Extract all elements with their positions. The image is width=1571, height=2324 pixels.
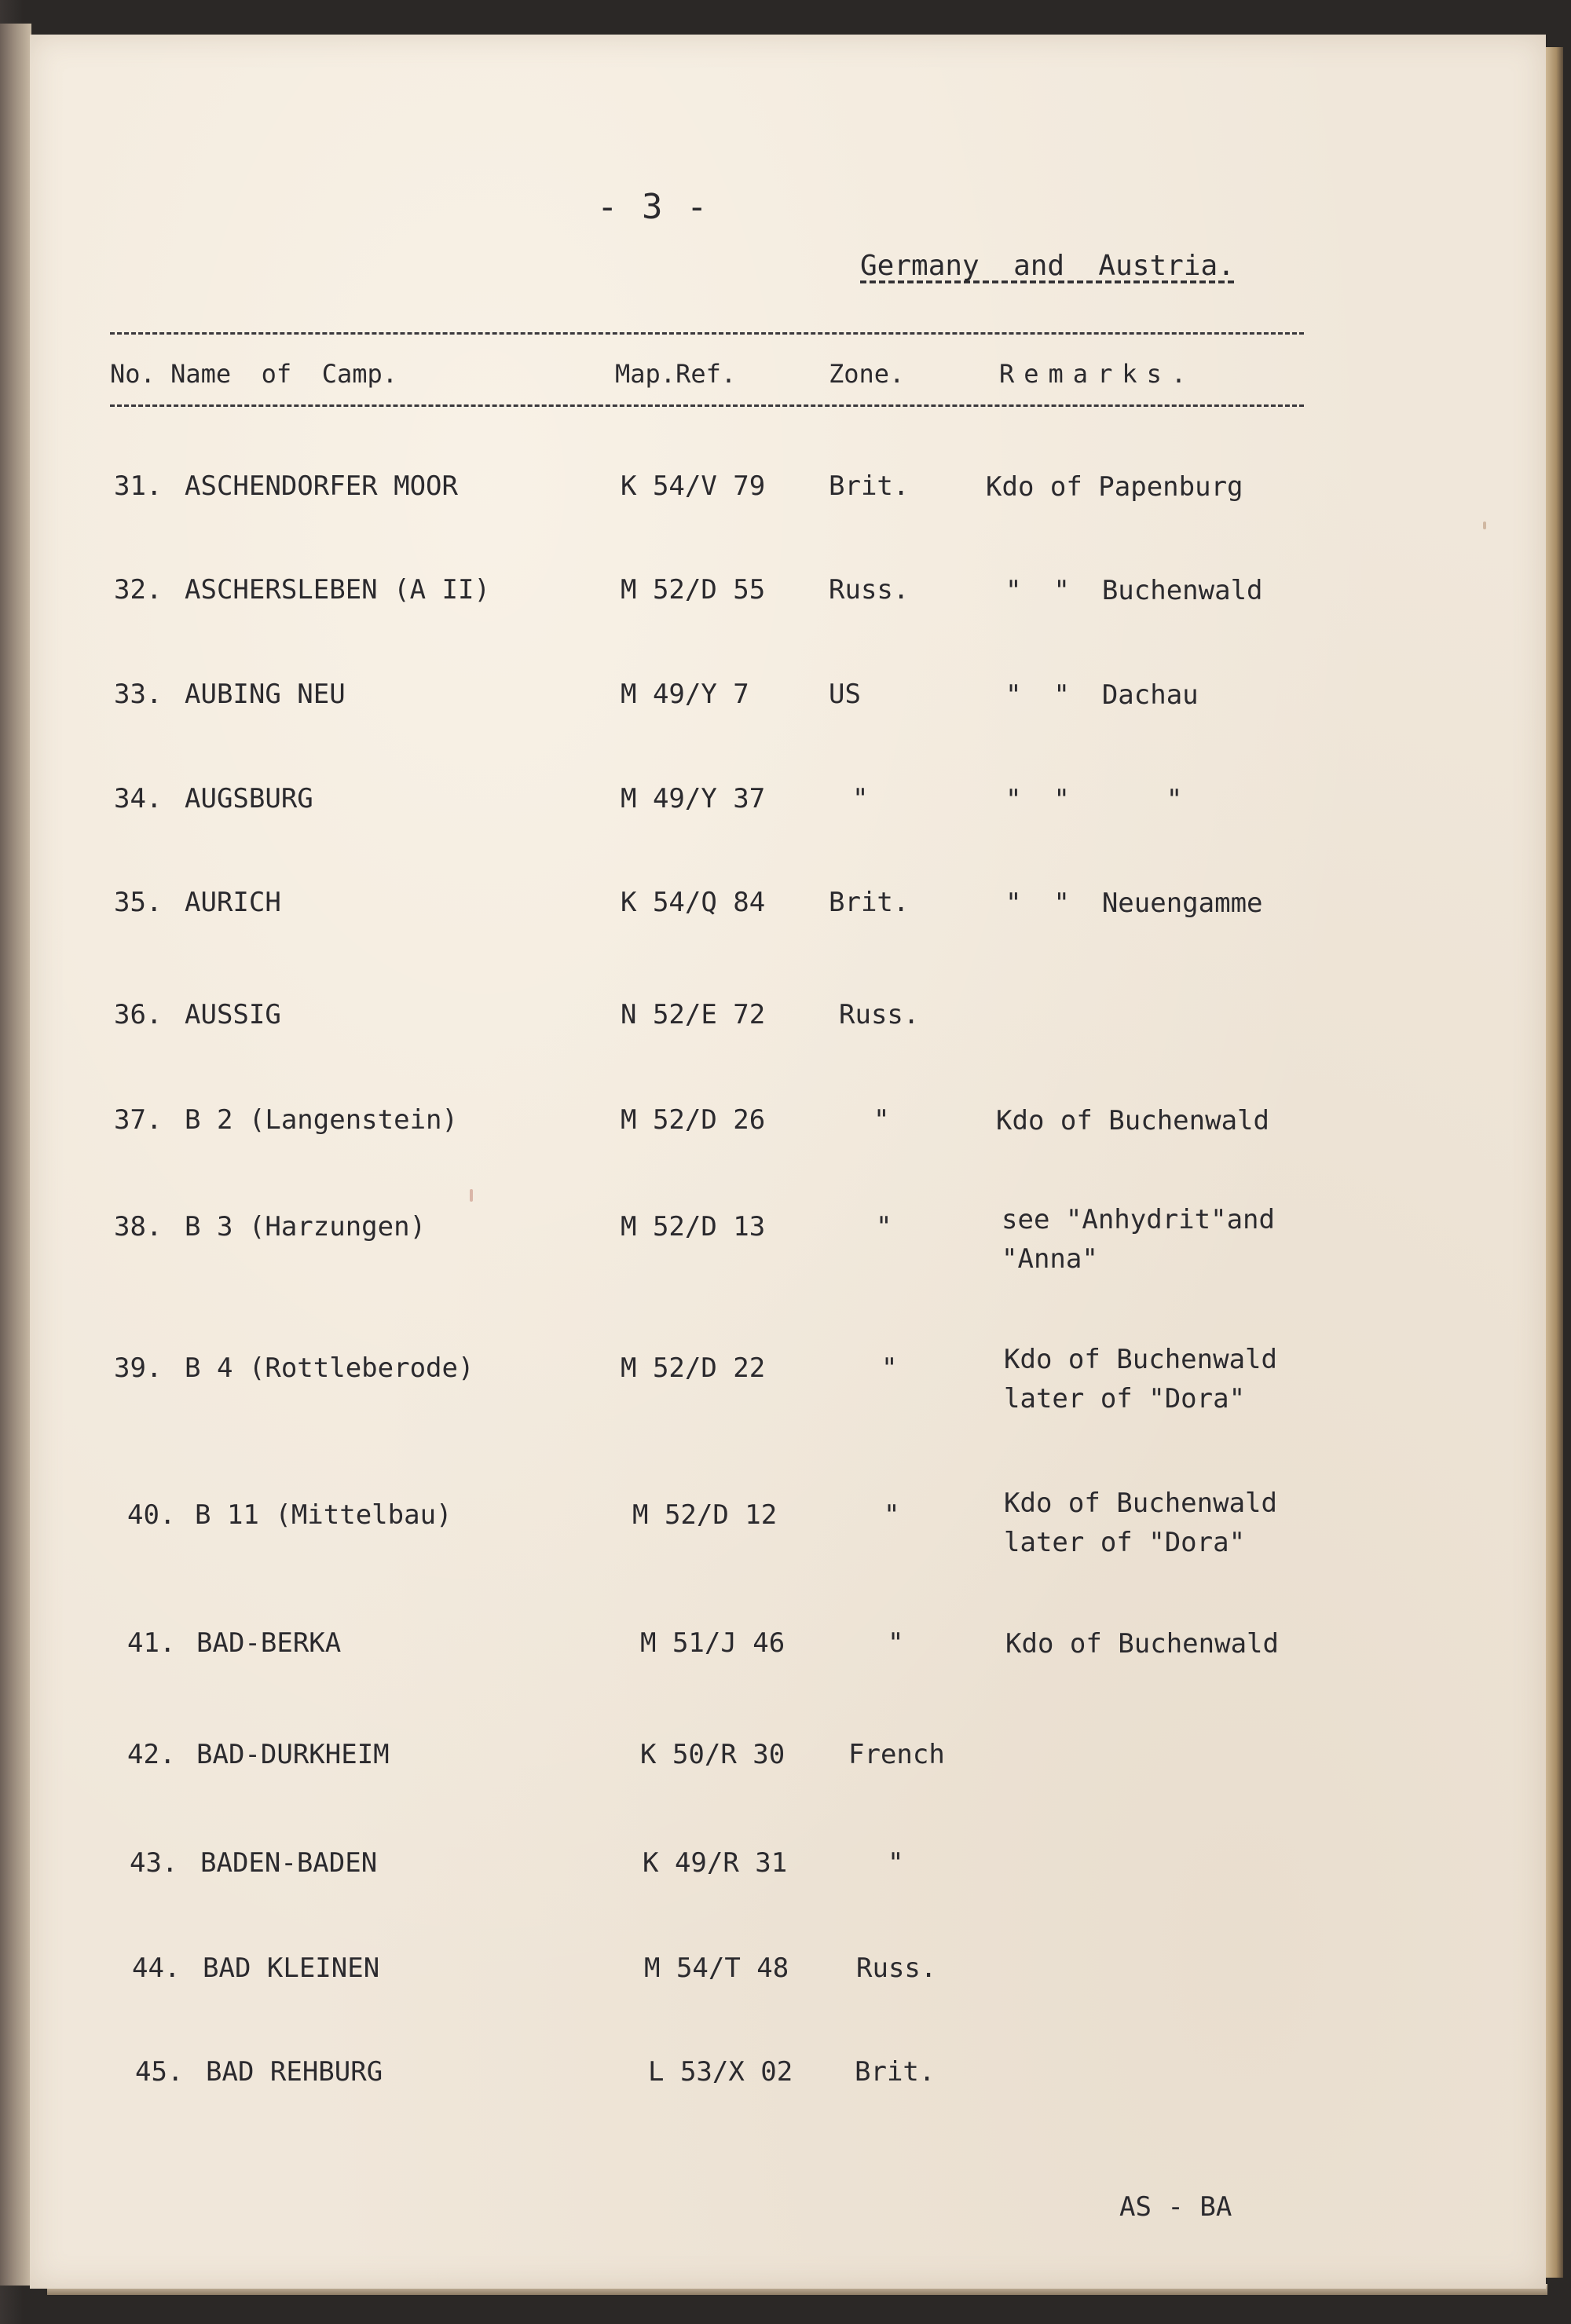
table-row (0, 2053, 1516, 2100)
map-ref: N 52/E 72 (621, 999, 766, 1030)
column-header-name: No. Name of Camp. (110, 359, 398, 389)
row-number: 34. (114, 783, 163, 814)
map-ref: M 49/Y 7 (621, 679, 749, 710)
map-ref: M 49/Y 37 (621, 783, 766, 814)
camp-name: ASCHERSLEBEN (A II) (185, 574, 490, 606)
camp-name: B 3 (Harzungen) (185, 1211, 427, 1243)
camp-name: ASCHENDORFER MOOR (185, 470, 458, 502)
zone: Brit. (855, 2056, 936, 2088)
map-ref: K 54/Q 84 (621, 887, 766, 918)
zone: Brit. (829, 887, 910, 918)
remarks: see "Anhydrit"and "Anna" (1002, 1204, 1275, 1275)
zone: Brit. (829, 470, 910, 502)
camp-name: BADEN-BADEN (200, 1847, 378, 1879)
map-ref: M 54/T 48 (644, 1953, 789, 1984)
map-ref: M 51/J 46 (640, 1627, 786, 1659)
table-row (0, 1736, 1516, 1783)
camp-name: AUGSBURG (185, 783, 313, 814)
map-ref: M 52/D 13 (621, 1211, 766, 1243)
zone: French (848, 1739, 945, 1770)
row-number: 42. (127, 1739, 176, 1770)
footer-index-code: AS - BA (1119, 2191, 1232, 2223)
header-rule-bottom (110, 404, 1304, 407)
zone: Russ. (856, 1953, 937, 1984)
page-title: Germany and Austria. (860, 250, 1235, 282)
row-number: 40. (127, 1499, 176, 1531)
remarks: Kdo of Buchenwald (1005, 1628, 1279, 1660)
header-rule-top (110, 332, 1304, 335)
zone: Russ. (839, 999, 920, 1030)
page-number: - 3 - (597, 187, 709, 227)
table-row (0, 675, 1516, 723)
zone: " (852, 783, 869, 814)
camp-name: B 11 (Mittelbau) (195, 1499, 452, 1531)
map-ref: K 54/V 79 (621, 470, 766, 502)
table-row (0, 1844, 1516, 1891)
table-row (0, 1101, 1516, 1148)
camp-name: BAD-DURKHEIM (196, 1739, 390, 1770)
remarks: Kdo of Papenburg (986, 471, 1243, 503)
table-row (0, 1204, 1516, 1275)
map-ref: K 49/R 31 (643, 1847, 788, 1879)
table-row (0, 1624, 1516, 1671)
map-ref: M 52/D 26 (621, 1104, 766, 1136)
zone: " (888, 1847, 904, 1879)
remarks: Kdo of Buchenwald later of "Dora" (1004, 1488, 1277, 1558)
column-header-map-ref: Map.Ref. (615, 359, 737, 389)
row-number: 39. (114, 1352, 163, 1384)
zone: " (876, 1211, 892, 1243)
table-row (0, 780, 1516, 827)
camp-name: B 4 (Rottleberode) (185, 1352, 474, 1384)
zone: " (881, 1352, 898, 1384)
map-ref: L 53/X 02 (648, 2056, 793, 2088)
map-ref: K 50/R 30 (640, 1739, 786, 1770)
binding-edge (0, 24, 31, 2286)
table-row (0, 996, 1516, 1043)
zone: " (873, 1104, 890, 1136)
table-row (0, 571, 1516, 618)
row-number: 43. (130, 1847, 178, 1879)
row-number: 36. (114, 999, 163, 1030)
remarks: " " " (1005, 784, 1183, 815)
column-header-zone: Zone. (829, 359, 905, 389)
row-number: 41. (127, 1627, 176, 1659)
zone: " (888, 1627, 904, 1659)
table-row (0, 467, 1516, 514)
zone: Russ. (829, 574, 910, 606)
remarks: Kdo of Buchenwald later of "Dora" (1004, 1344, 1277, 1415)
paper-speck (1483, 522, 1486, 529)
row-number: 37. (114, 1104, 163, 1136)
camp-name: AURICH (185, 887, 281, 918)
row-number: 33. (114, 679, 163, 710)
row-number: 45. (135, 2056, 184, 2088)
zone: US (829, 679, 861, 710)
row-number: 32. (114, 574, 163, 606)
camp-name: AUSSIG (185, 999, 281, 1030)
camp-name: BAD REHBURG (206, 2056, 383, 2088)
map-ref: M 52/D 22 (621, 1352, 766, 1384)
table-row (0, 1488, 1516, 1558)
paper-speck (470, 1189, 473, 1202)
map-ref: M 52/D 12 (632, 1499, 778, 1531)
table-row (0, 1344, 1516, 1415)
column-header-remarks: Remarks. (999, 359, 1196, 389)
camp-name: AUBING NEU (185, 679, 346, 710)
row-number: 35. (114, 887, 163, 918)
remarks: Kdo of Buchenwald (996, 1105, 1269, 1136)
table-row (0, 884, 1516, 931)
row-number: 31. (114, 470, 163, 502)
zone: " (884, 1499, 900, 1531)
row-number: 44. (132, 1953, 181, 1984)
row-number: 38. (114, 1211, 163, 1243)
remarks: " " Neuengamme (1005, 888, 1263, 919)
remarks: " " Dachau (1005, 679, 1199, 711)
camp-name: BAD KLEINEN (203, 1953, 380, 1984)
map-ref: M 52/D 55 (621, 574, 766, 606)
camp-name: B 2 (Langenstein) (185, 1104, 458, 1136)
camp-name: BAD-BERKA (196, 1627, 342, 1659)
table-row (0, 1949, 1516, 1996)
remarks: " " Buchenwald (1005, 575, 1263, 606)
page-edge-right (1546, 47, 1563, 2278)
